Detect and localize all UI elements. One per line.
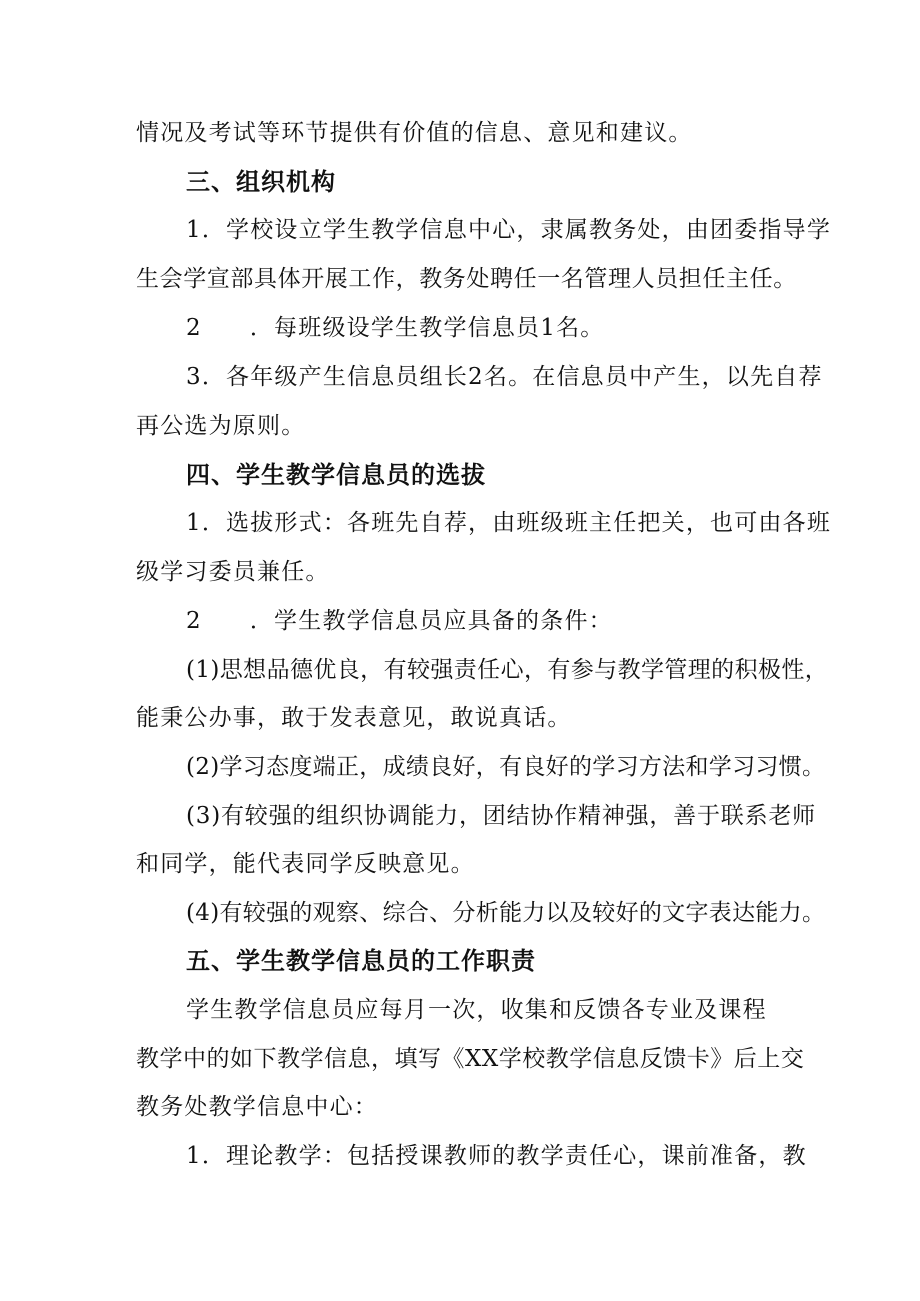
condition-line: (4)有较强的观察、综合、分析能力以及较好的文字表达能力。: [186, 900, 826, 926]
condition-line: (3)有较强的组织协调能力，团结协作精神强，善于联系老师: [186, 803, 816, 829]
list-item-line: 1．理论教学：包括授课教师的教学责任心，课前准备，教: [186, 1143, 807, 1169]
list-item-number: 2: [186, 315, 202, 341]
list-item-line: 3．各年级产生信息员组长2名。在信息员中产生，以先自荐: [186, 364, 823, 390]
section-heading-3: 三、组织机构: [186, 168, 336, 196]
list-item-line: 1．学校设立学生教学信息中心，隶属教务处，由团委指导学: [186, 217, 832, 243]
condition-line: (2)学习态度端正，成绩良好，有良好的学习方法和学习习惯。: [186, 754, 826, 780]
paragraph-line: 教学中的如下教学信息，填写《XX学校教学信息反馈卡》后上交: [136, 1046, 805, 1072]
condition-line: 能秉公办事，敢于发表意见，敢说真话。: [136, 705, 572, 731]
list-item-line: 生会学宣部具体开展工作，教务处聘任一名管理人员担任主任。: [136, 266, 797, 292]
list-item-text: ．每班级设学生教学信息员1名。: [249, 315, 605, 341]
paragraph-line: 教务处教学信息中心：: [136, 1094, 378, 1120]
paragraph-line: 学生教学信息员应每月一次，收集和反馈各专业及课程: [186, 997, 767, 1023]
section-heading-5: 五、学生教学信息员的工作职责: [186, 947, 536, 975]
list-item-line: 级学习委员兼任。: [136, 559, 330, 585]
list-item-line: 1．选拔形式：各班先自荐，由班级班主任把关，也可由各班: [186, 510, 832, 536]
section-heading-4: 四、学生教学信息员的选拔: [186, 461, 486, 489]
condition-line: 和同学，能代表同学反映意见。: [136, 851, 475, 877]
list-item: [186, 313, 604, 343]
condition-line: (1)思想品德优良，有较强责任心，有参与教学管理的积极性，: [186, 657, 829, 683]
list-item: [186, 606, 613, 636]
list-item-line: 再公选为原则。: [136, 413, 306, 439]
paragraph-line: 情况及考试等环节提供有价值的信息、意见和建议。: [136, 120, 693, 146]
list-item-number: 2: [186, 608, 202, 634]
list-item-text: ．学生教学信息员应具备的条件：: [249, 608, 613, 634]
